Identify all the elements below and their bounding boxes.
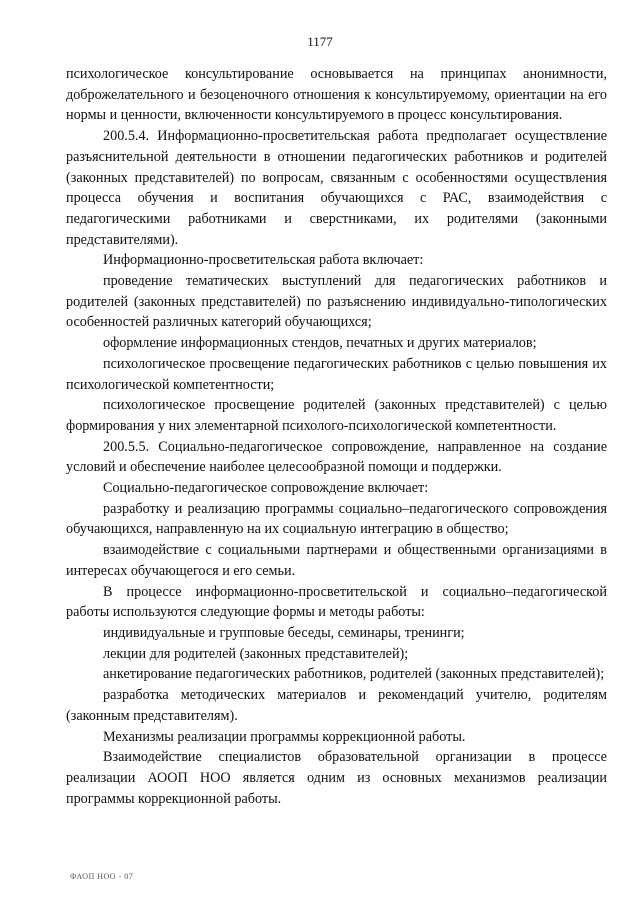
paragraph: оформление информационных стендов, печатных и других материалов; <box>103 335 537 352</box>
paragraph: психологическое просвещение педагогических работников с целью повышения их психологической компетентности; <box>66 355 607 393</box>
paragraph: разработку и реализацию программы социально–педагогического сопровождения обучающихся, направленную на их социальную интеграцию в общество; <box>66 500 607 538</box>
paragraph: анкетирование педагогических работников, родителей (законных представителей); <box>103 666 605 683</box>
paragraph: проведение тематических выступлений для педагогических работников и родителей (законных представителей) по разъяснению индивидуально-типологических особенностей различных категорий обучающихся; <box>66 273 607 331</box>
paragraph: В процессе информационно-просветительской и социально–педагогической работы используются следующие формы и методы работы: <box>66 583 607 621</box>
paragraph: разработка методических материалов и рекомендаций учителю, родителям (законным представителям). <box>66 687 607 724</box>
paragraph: 200.5.4. Информационно-просветительская работа предполагает осуществление разъяснительной деятельности в отношении педагогических работников и родителей (законных представителей) по вопросам, связанным с особенностями осуществления процесса обучения и воспитания обучающихся с РАС, взаимодействия с педагогическими работниками и сверстниками, их родителями (законными представителями). <box>66 128 607 248</box>
paragraph: Взаимодействие специалистов образовательной организации в процессе реализации АООП НОО является одним из основных механизмов реализации программы коррекционной работы. <box>66 749 607 807</box>
paragraph: психологическое просвещение родителей (законных представителей) с целью формирования у них элементарной психолого-психологической компетентности. <box>66 397 607 434</box>
paragraph: 200.5.5. Социально-педагогическое сопровождение, направленное на создание условий и обеспечение наиболее целесообразной помощи и поддержки. <box>66 438 607 476</box>
paragraph: лекции для родителей (законных представителей); <box>103 645 409 662</box>
document-body <box>66 64 607 809</box>
paragraph: индивидуальные и групповые беседы, семинары, тренинги; <box>103 624 465 641</box>
footer-label: ФАОП НОО - 07 <box>70 872 134 881</box>
paragraph: Социально-педагогическое сопровождение включает: <box>103 480 429 497</box>
paragraph: Механизмы реализации программы коррекционной работы. <box>103 728 466 745</box>
paragraph: психологическое консультирование основывается на принципах анонимности, доброжелательного и безоценочного отношения к консультируемому, ориентации на его нормы и ценности, включенности консультируемого в процесс консультирования. <box>66 66 607 124</box>
page-number: 1177 <box>307 34 333 49</box>
paragraph: взаимодействие с социальными партнерами и общественными организациями в интересах обучающегося и его семьи. <box>66 542 607 579</box>
paragraph: Информационно-просветительская работа включает: <box>103 252 424 269</box>
